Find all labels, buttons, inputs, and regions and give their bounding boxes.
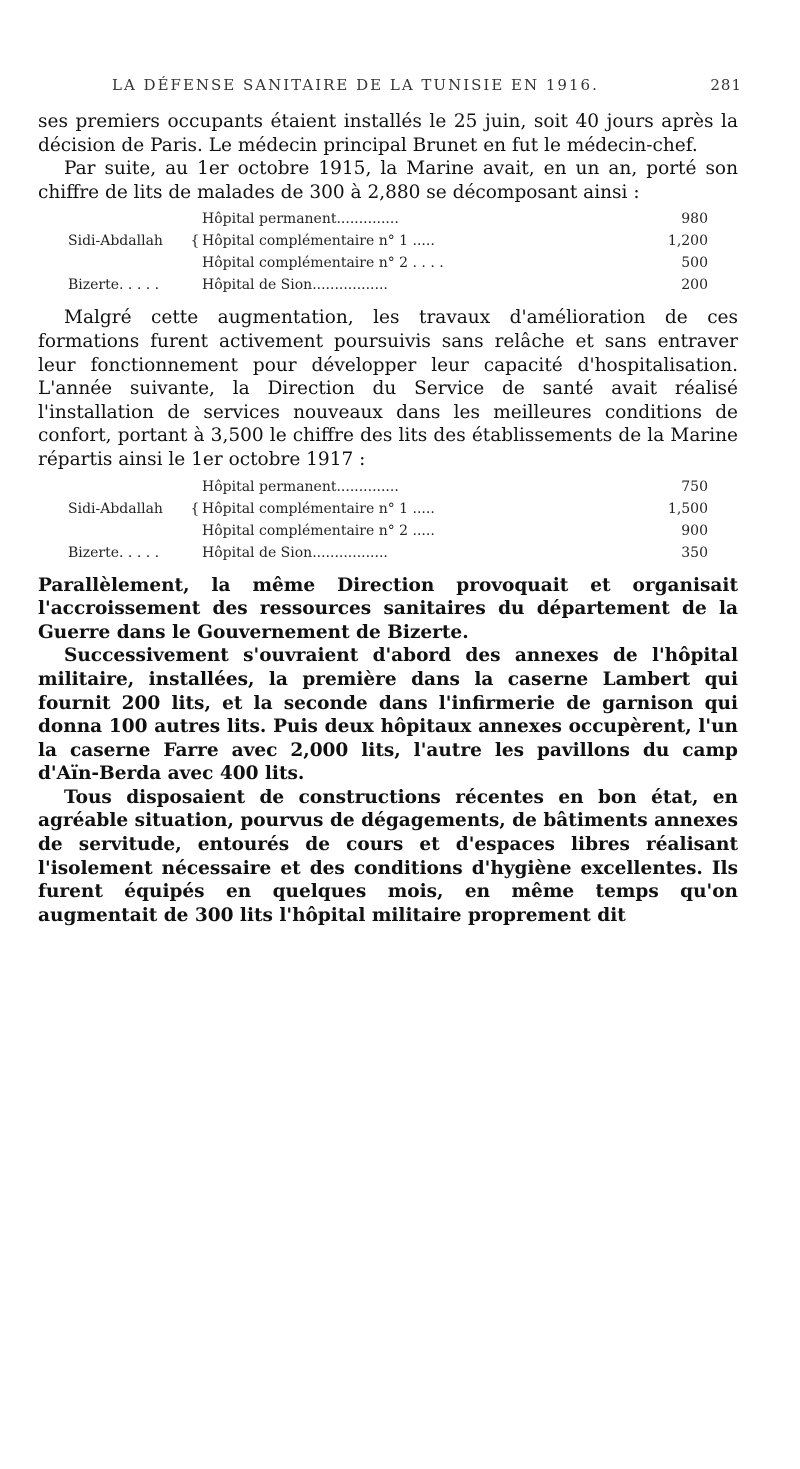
table-place: Sidi-Abdallah	[68, 233, 163, 250]
running-title: LA DÉFENSE SANITAIRE DE LA TUNISIE EN 1916.	[112, 76, 599, 94]
table-desc: Hôpital complémentaire n° 1 .....	[202, 233, 435, 250]
table-value: 980	[681, 211, 708, 228]
table-place	[68, 208, 188, 230]
table-brace	[188, 542, 202, 564]
table-desc: Hôpital permanent..............	[202, 211, 399, 228]
table-desc: Hôpital de Sion.................	[202, 277, 388, 294]
table-value: 350	[681, 544, 708, 561]
table-brace: {	[190, 233, 200, 250]
table-row	[68, 274, 708, 296]
paragraph-5: Successivement s'ouvraient d'abord des annexes de l'hôpital militaire, installées, la première dans la caserne Lambert qui fournit 200 lits, et la seconde dans l'infirmerie de garnison qui donna 100 autres lits. Puis deux hôpitaux annexes occupèrent, l'un la caserne Farre avec 2,000 lits, l'autre les pavillons du camp d'Aïn-Berda avec 400 lits.	[38, 645, 738, 785]
table-place	[68, 252, 188, 274]
table-desc: Hôpital de Sion.................	[202, 544, 388, 561]
table-value: 750	[681, 478, 708, 495]
table-row	[68, 498, 708, 520]
table-brace: {	[190, 500, 200, 517]
running-header	[112, 76, 742, 94]
table-place	[68, 476, 188, 498]
table-row	[68, 476, 708, 498]
table-brace	[188, 252, 202, 274]
paragraph-3: Malgré cette augmentation, les travaux d'amélioration de ces formations furent activement poursuivis sans relâche et sans entraver leur fonctionnement pour développer leur capacité d'hospitalisation. L'année suivante, la Direction du Service de santé avait réalisé l'installation de services nouveaux dans les meilleures conditions de confort, portant à 3,500 le chiffre des lits des établissements de la Marine répartis ainsi le 1er octobre 1917 :	[38, 307, 738, 470]
table-row	[68, 542, 708, 564]
table-desc: Hôpital complémentaire n° 2 . . . .	[202, 255, 444, 272]
paragraph-4: Parallèlement, la même Direction provoquait et organisait l'accroissement des ressources sanitaires du département de la Guerre dans le Gouvernement de Bizerte.	[38, 574, 738, 643]
page-number: 281	[710, 76, 742, 94]
table-place: Bizerte. . . . .	[68, 277, 160, 294]
table-value: 1,200	[667, 233, 708, 250]
paragraph-1: ses premiers occupants étaient installés le 25 juin, soit 40 jours après la décision de Paris. Le médecin principal Brunet en fut le médecin-chef.	[38, 111, 738, 156]
table-brace	[188, 208, 202, 230]
table-value: 1,500	[667, 500, 708, 517]
table-desc: Hôpital permanent..............	[202, 478, 399, 495]
table-value: 900	[681, 522, 708, 539]
table-row	[68, 252, 708, 274]
table-desc: Hôpital complémentaire n° 1 .....	[202, 500, 435, 517]
body-text	[38, 110, 738, 927]
table-place: Bizerte. . . . .	[68, 544, 160, 561]
table-place: Sidi-Abdallah	[68, 500, 163, 517]
table-brace	[188, 520, 202, 542]
table-row	[68, 208, 708, 230]
paragraph-2: Par suite, au 1er octobre 1915, la Marine avait, en un an, porté son chiffre de lits de malades de 300 à 2,880 se décomposant ainsi :	[38, 158, 738, 203]
table-value: 200	[681, 277, 708, 294]
table-brace	[188, 274, 202, 296]
paragraph-6: Tous disposaient de constructions récentes en bon état, en agréable situation, pourvus de dégagements, de bâtiments annexes de servitude, entourés de cours et d'espaces libres réalisant l'isolement nécessaire et des conditions d'hygiène excellentes. Ils furent équipés en quelques mois, en même temps qu'on augmentait de 300 lits l'hôpital militaire proprement dit	[38, 786, 738, 926]
table-brace	[188, 476, 202, 498]
beds-table-1915	[68, 208, 708, 296]
beds-table-1917	[68, 476, 708, 564]
table-value: 500	[681, 255, 708, 272]
table-desc: Hôpital complémentaire n° 2 .....	[202, 522, 435, 539]
table-row	[68, 230, 708, 252]
table-row	[68, 520, 708, 542]
table-place	[68, 520, 188, 542]
